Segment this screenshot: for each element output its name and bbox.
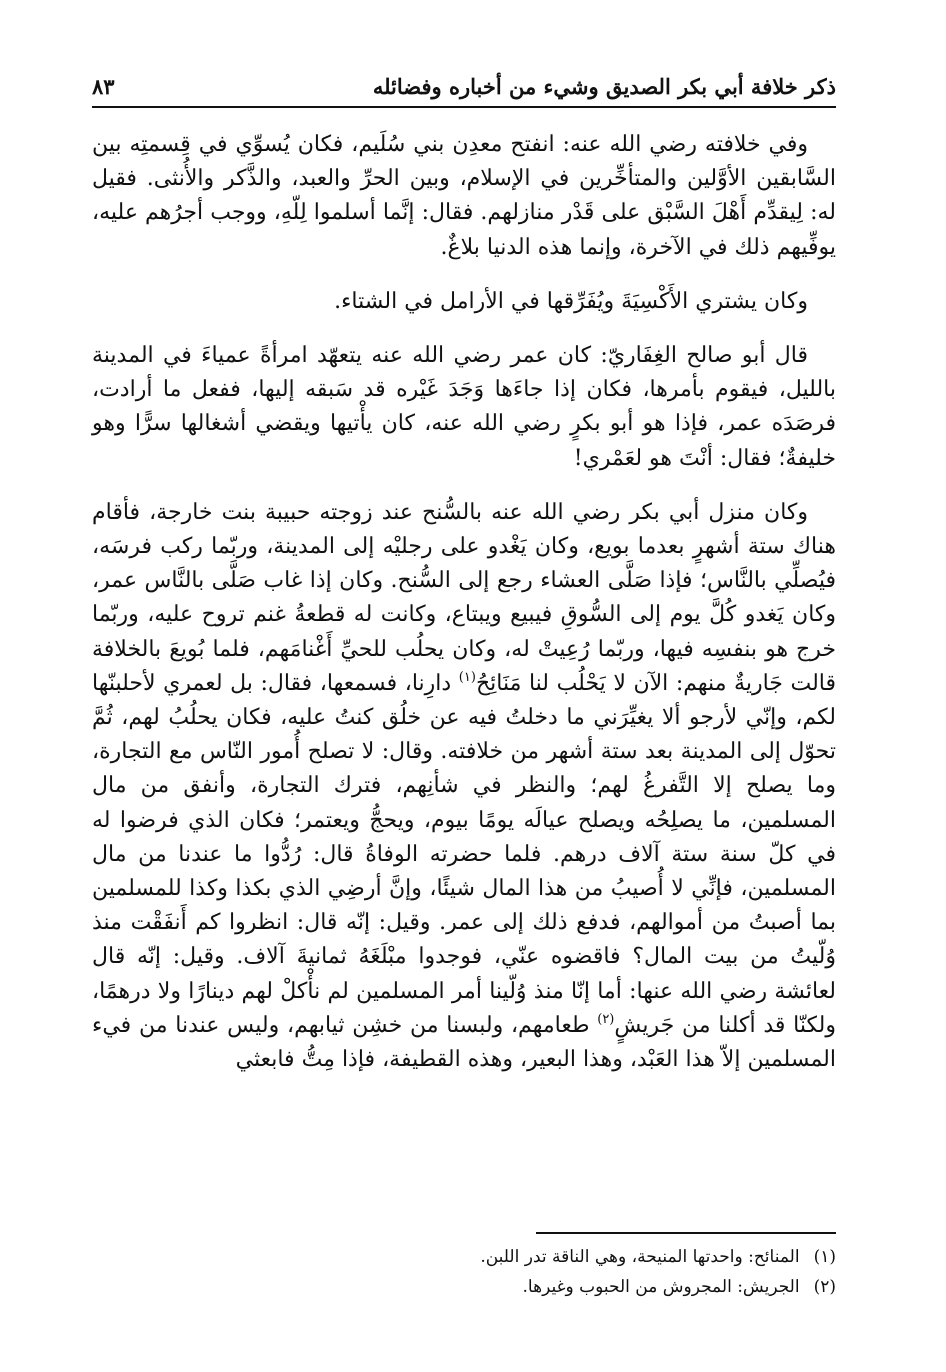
paragraph: وفي خلافته رضي الله عنه: انفتح معدِن بني سُلَيم، فكان يُسوِّي في قِسمتِه بين السَّابقين الأوَّلين والمتأخِّرين في الإسلام، وبين الحرِّ والعبد، والذَّكر والأُنثى. فقيل له: لِيقدِّم أَهْلَ السَّبْق على قَدْر منازلهم. فقال: إنَّما أسلموا لِلّهِ، ووجب أجرُهم عليه، يوفِّيهم ذلك في الآخرة، وإنما هذه الدنيا بلاغٌ. bbox=[92, 132, 836, 260]
header-title: ذكر خلافة أبي بكر الصديق وشيء من أخباره وفضائله bbox=[372, 73, 836, 99]
paragraph bbox=[92, 496, 836, 1077]
footnote-ref-1: (١) bbox=[458, 669, 476, 685]
paragraph: قال أبو صالح الغِفَاريّ: كان عمر رضي الله عنه يتعهّد امرأةً عمياءَ في المدينة بالليل، فيقوم بأمرها، فكان إذا جاءَها وَجَدَ غَيْره قد سَبقه إليها، ففعل ما أرادت، فرصَدَه عمر، فإذا هو أبو بكرٍ رضي الله عنه، كان يأْتيها ويقضي أشغالها سرًّا وهو خليفةٌ؛ فقال: أنْتَ هو لعَمْري! bbox=[92, 343, 836, 471]
header-rule bbox=[92, 106, 836, 108]
footnotes bbox=[92, 1242, 836, 1302]
paragraph: وكان يشتري الأَكْسِيَةَ ويُفَرِّقها في الأرامل في الشتاء. bbox=[334, 288, 808, 314]
paragraph-text: طعامهم، ولبسنا من خشِن ثيابهم، وليس عندنا من فيء المسلمين إلاّ هذا العَبْد، وهذا البعير، وهذه القطيفة، فإذا مِتُّ فابعثي bbox=[92, 1012, 836, 1073]
footnote-number: (١) bbox=[813, 1247, 836, 1267]
paragraph-text: دارِنا، فسمعها، فقال: بل لعمري لأحلبنّها لكم، وإنّي لأرجو ألا يغيِّرَني ما دخلتُ فيه عن خلُق كنتُ عليه، فكان يحلُبُ لهم، ثُمَّ تحوّل إلى المدينة بعد ستة أشهر من خلافته. وقال: لا تصلح أُمور النّاس مع التجارة، وما يصلح إلا التَّفرغُ لهم؛ والنظر في شأنِهم، فترك التجارة، وأنفق من مال المسلمين، ما يصلِحُه ويصلح عيالَه يومًا بيوم، ويحجُّ ويعتمر؛ فكان الذي فرضوا له في كلّ سنة ستة آلاف درهم. فلما حضرته الوفاةُ قال: رُدُّوا ما عندنا من مال المسلمين، فإنِّي لا أُصيبُ من هذا المال شيئًا، وإنَّ أرضِي الذي بكذا وكذا للمسلمين بما أصبتُ من أموالهم، فدفع ذلك إلى عمر. وقيل: إنّه قال: انظروا كم أَنفَقْت منذ وُلّيتُ من بيت المال؟ فاقضوه عنّي، فوجدوا مبْلَغَهُ ثمانيةَ آلاف. وقيل: إنّه قال لعائشة رضي الله عنها: أما إنّا منذ وُلّينا أمر المسلمين لم نأْكلْ لهم دينارًا ولا درهمًا، ولكنّا قد أكلنا من جَريشٍ bbox=[92, 670, 836, 1038]
main-text bbox=[92, 128, 836, 1077]
page-number: ٨٣ bbox=[92, 73, 115, 99]
footnote-text: الجريش: المجروش من الحبوب وغيرها. bbox=[522, 1277, 800, 1297]
running-header bbox=[92, 68, 836, 104]
paragraph-text: وكان منزل أبي بكر رضي الله عنه بالسُّنح عند زوجته حبيبة بنت خارجة، فأقام هناك ستة أشهرٍ بعدما بويع، وكان يَغْدو على رجليْه إلى المدينة، وربّما ركب فرسَه، فيُصلِّي بالنَّاس؛ فإذا صَلَّى العشاء رجع إلى السُّنح. وكان إذا غاب صَلَّى بالنَّاس عمر، وكان يَغدو كُلَّ يوم إلى السُّوقِ فيبيع ويبتاع، وكانت له قطعةُ غنم تروح عليه، وربّما خرج هو بنفسِه فيها، وربّما رُعِيتْ له، وكان يحلُب للحيِّ أَغْنامَهم، فلما بُويعَ بالخلافة قالت جَاريةٌ منهم: الآن لا يَحْلُب لنا مَنَائِحُ bbox=[92, 499, 837, 696]
footnote bbox=[92, 1242, 836, 1272]
footnote-number: (٢) bbox=[813, 1277, 836, 1297]
footnote bbox=[92, 1272, 836, 1302]
footnote-text: المنائح: واحدتها المنيحة، وهي الناقة تدر اللبن. bbox=[480, 1247, 800, 1267]
footnote-rule bbox=[536, 1232, 836, 1234]
footnote-ref-2: (٢) bbox=[597, 1011, 615, 1027]
